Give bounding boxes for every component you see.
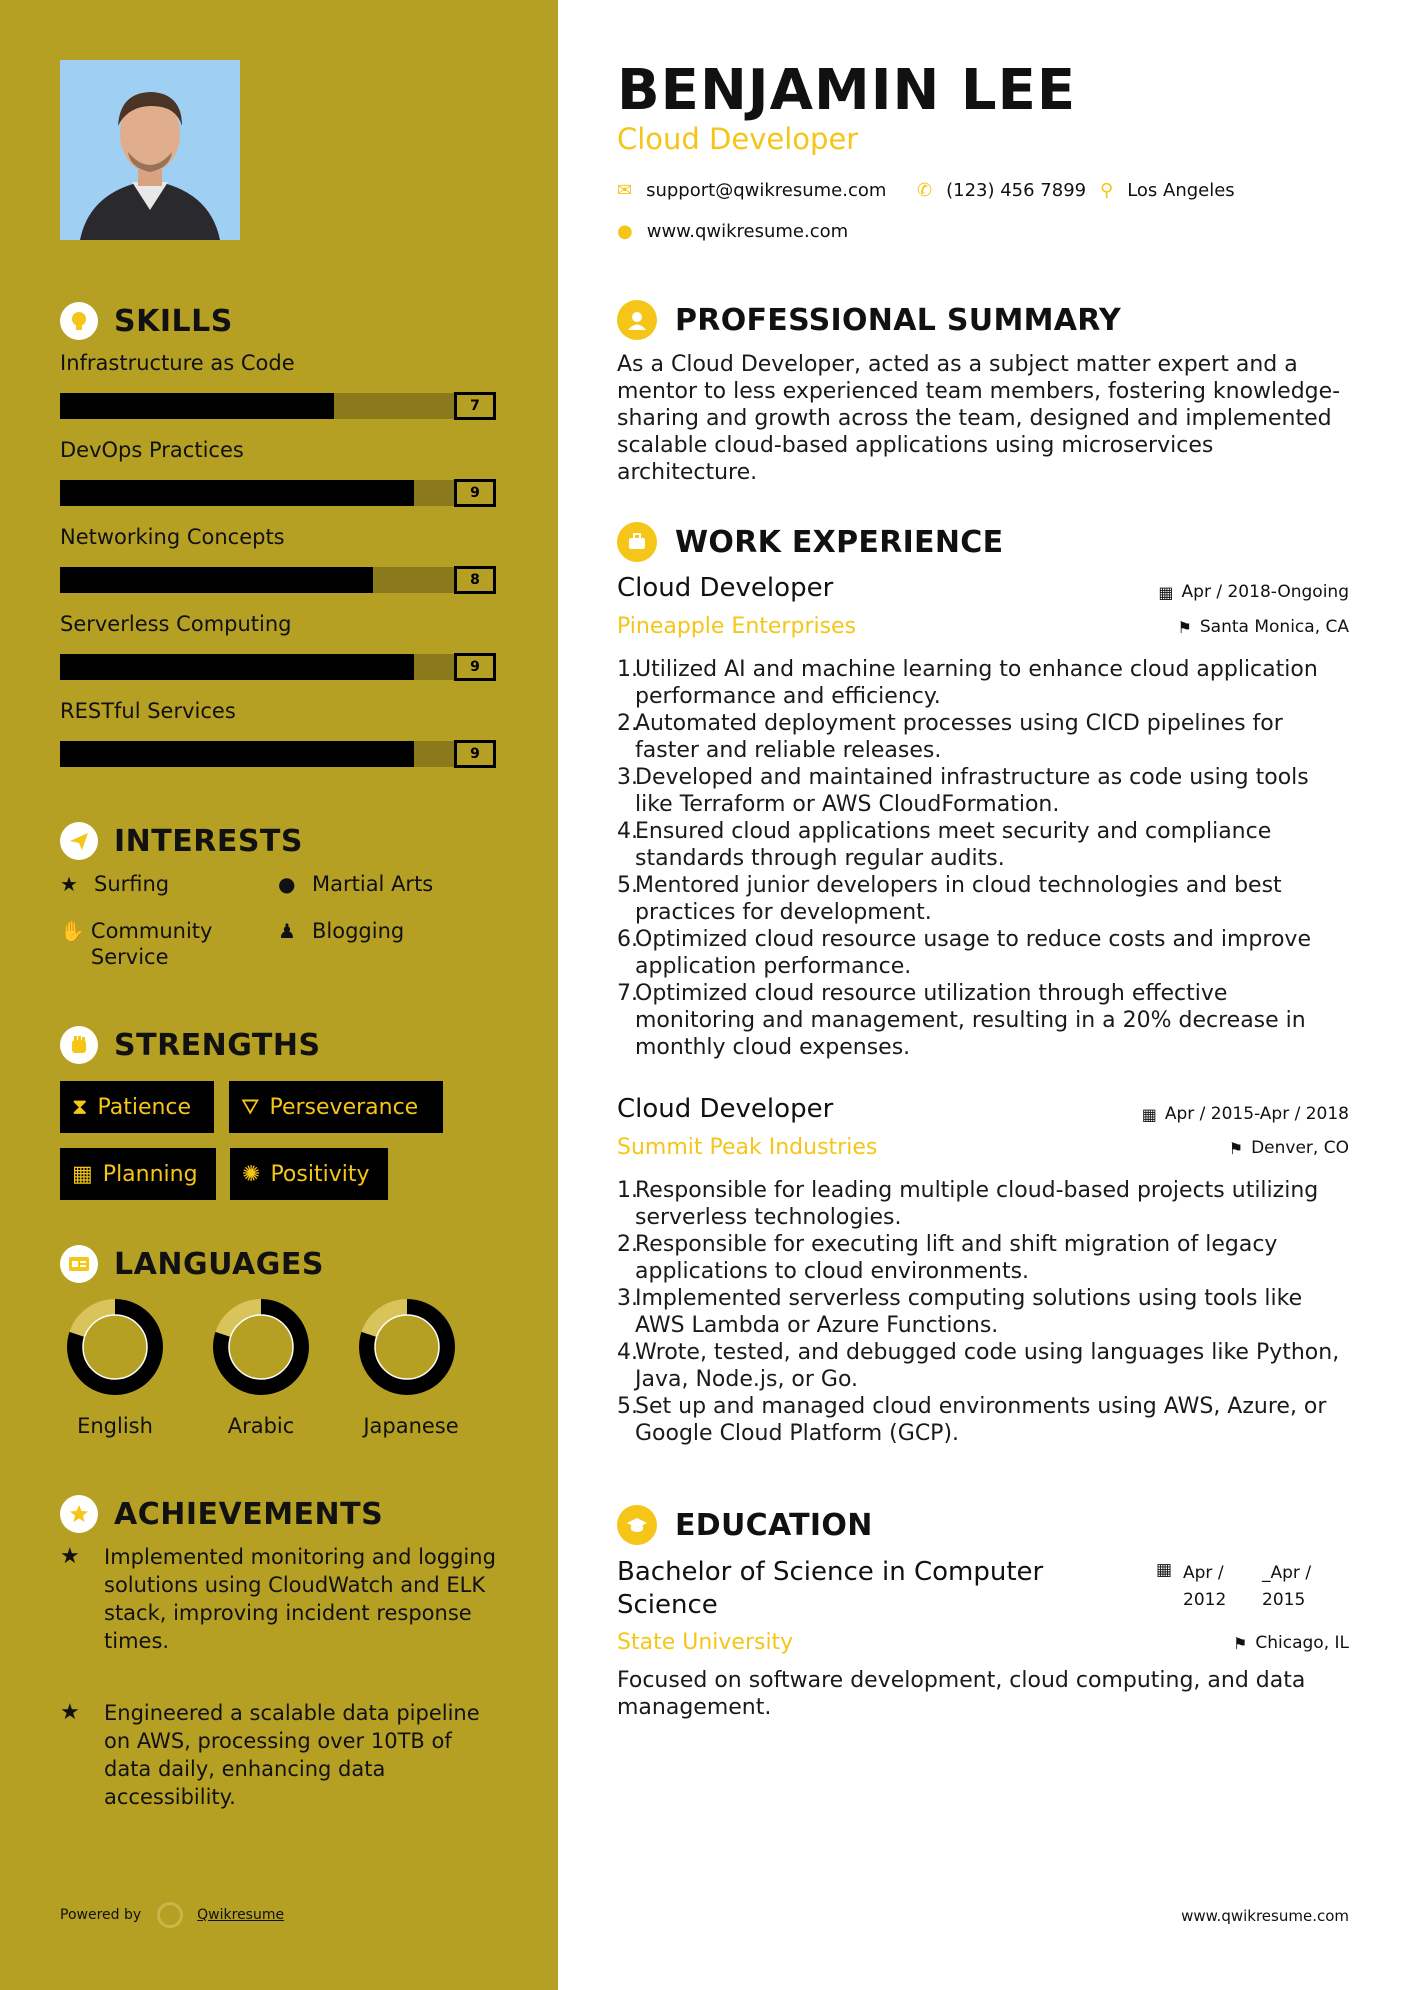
education-end [1262, 1560, 1340, 1614]
job-title: Cloud Developer [617, 573, 834, 603]
graduation-cap-icon [617, 1505, 657, 1545]
skill-bar-fill [60, 480, 414, 506]
globe-icon: ● [278, 872, 296, 896]
person-photo-icon [60, 60, 240, 240]
list-number: 6. [617, 927, 638, 952]
achievements-heading [60, 1495, 383, 1533]
list-number: 5. [617, 873, 638, 898]
globe-icon: ● [617, 221, 633, 242]
achievement-text: Implemented monitoring and logging solutions using CloudWatch and ELK stack, improving incident response times. [104, 1545, 496, 1653]
list-number: 7. [617, 981, 638, 1006]
interest-item [60, 871, 169, 897]
location-text: Los Angeles [1127, 180, 1235, 201]
hourglass-icon: ⧗ [72, 1094, 88, 1120]
users-icon: ♟ [278, 919, 296, 943]
list-item [617, 872, 1347, 926]
skill-label: Serverless Computing [60, 612, 292, 636]
sidebar [0, 0, 558, 1990]
list-text: Optimized cloud resource utilization through effective monitoring and management, resulting in a 20% decrease in monthly cloud expenses. [635, 981, 1306, 1060]
list-item [617, 926, 1347, 980]
strength-label: Patience [97, 1094, 192, 1120]
contact-email[interactable] [617, 180, 886, 201]
candidate-role: Cloud Developer [617, 122, 859, 156]
job-dates [1158, 582, 1349, 602]
powered-by-link[interactable]: Qwikresume [197, 1907, 285, 1923]
list-text: Wrote, tested, and debugged code using languages like Python, Java, Node.js, or Go. [635, 1340, 1340, 1392]
interests-heading [60, 822, 303, 860]
education-heading [617, 1505, 873, 1545]
skill-bar [60, 567, 496, 593]
list-item [617, 710, 1347, 764]
profile-photo [60, 60, 240, 240]
list-item [617, 764, 1347, 818]
skill-bar [60, 741, 496, 767]
paper-plane-icon [60, 822, 98, 860]
list-number: 4. [617, 819, 638, 844]
summary-title: PROFESSIONAL SUMMARY [675, 302, 1122, 338]
summary-heading [617, 300, 1121, 340]
powered-by-label: Powered by [60, 1907, 142, 1923]
experience-title: WORK EXPERIENCE [675, 524, 1004, 560]
fist-icon [60, 1026, 98, 1064]
strength-tag [60, 1081, 214, 1133]
skill-label: Networking Concepts [60, 525, 285, 549]
list-item [617, 1393, 1347, 1447]
skill-bar [60, 480, 496, 506]
envelope-icon: ✉ [617, 180, 633, 201]
job-title: Cloud Developer [617, 1094, 834, 1124]
language-level-ring [357, 1297, 457, 1397]
strengths-title: STRENGTHS [114, 1027, 321, 1063]
skill-level: 9 [454, 653, 496, 681]
pin-icon: ⚑ [1233, 1633, 1248, 1653]
skills-title: SKILLS [114, 303, 233, 339]
calendar-icon: ▦ [1158, 582, 1174, 602]
language-label: Arabic [227, 1414, 295, 1438]
job-responsibilities [617, 1177, 1347, 1447]
list-number: 2. [617, 1232, 638, 1257]
education-calendar-icon: ▦ [1156, 1560, 1173, 1580]
skill-bar-fill [60, 393, 334, 419]
list-text: Automated deployment processes using CICD pipelines for faster and reliable releases. [635, 711, 1283, 763]
website-text: www.qwikresume.com [646, 221, 849, 242]
map-pin-icon: ⚲ [1100, 180, 1114, 201]
list-item [617, 1231, 1347, 1285]
footer-url[interactable]: www.qwikresume.com [1181, 1907, 1349, 1925]
calendar-icon: ▦ [72, 1161, 93, 1187]
phone-text: (123) 456 7899 [946, 180, 1087, 201]
list-item [617, 1285, 1347, 1339]
languages-heading [60, 1245, 324, 1283]
skill-level: 7 [454, 392, 496, 420]
list-number: 1. [617, 657, 638, 682]
education-location-text: Chicago, IL [1255, 1633, 1349, 1653]
skill-bar-fill [60, 567, 373, 593]
interests-title: INTERESTS [114, 823, 303, 859]
star-icon: ★ [60, 872, 78, 896]
list-number: 3. [617, 765, 638, 790]
language-label: Japanese [363, 1414, 459, 1438]
job-dates-text: Apr / 2015-Apr / 2018 [1164, 1104, 1349, 1124]
pin-icon: ⚑ [1228, 1138, 1244, 1158]
list-text: Implemented serverless computing solutions using tools like AWS Lambda or Azure Functions. [635, 1286, 1303, 1338]
interest-label: Martial Arts [312, 872, 434, 896]
list-number: 5. [617, 1394, 638, 1419]
strength-tag [60, 1148, 216, 1200]
list-text: Optimized cloud resource usage to reduce costs and improve application performance. [635, 927, 1311, 979]
list-item [617, 656, 1347, 710]
skill-label: DevOps Practices [60, 438, 244, 462]
list-text: Ensured cloud applications meet security and compliance standards through regular audits. [635, 819, 1272, 871]
list-item [617, 818, 1347, 872]
summary-text: As a Cloud Developer, acted as a subject matter expert and a mentor to less experienced team members, fostering knowledge-sharing and growth across the team, designed and implemented scalable cloud-based applications using microservices architecture. [617, 352, 1341, 485]
strength-label: Perseverance [269, 1094, 419, 1120]
star-icon: ★ [60, 1700, 80, 1725]
skill-bar-fill [60, 741, 414, 767]
strength-tag [229, 1081, 443, 1133]
experience-heading [617, 522, 1003, 562]
education-location [1233, 1633, 1349, 1653]
school-name: State University [617, 1630, 794, 1655]
company-name: Summit Peak Industries [617, 1135, 878, 1160]
list-text: Responsible for leading multiple cloud-based projects utilizing serverless technologies. [635, 1178, 1319, 1230]
job-location-text: Santa Monica, CA [1199, 617, 1349, 637]
job-location [1178, 617, 1349, 637]
skill-label: Infrastructure as Code [60, 351, 295, 375]
achievement-item [60, 1699, 500, 1811]
skill-bar [60, 654, 496, 680]
lightbulb-icon [60, 302, 98, 340]
job-responsibilities [617, 656, 1347, 1061]
skills-heading [60, 302, 233, 340]
job-location-text: Denver, CO [1251, 1138, 1349, 1158]
job-dates-text: Apr / 2018-Ongoing [1181, 582, 1349, 602]
list-number: 3. [617, 1286, 638, 1311]
powered-by [60, 1902, 284, 1928]
education-description: Focused on software development, cloud computing, and data management. [617, 1668, 1306, 1720]
contact-website[interactable] [617, 221, 848, 242]
briefcase-icon [617, 522, 657, 562]
skill-bar-fill [60, 654, 414, 680]
interest-label: Community Service [90, 919, 213, 969]
interest-item [278, 871, 433, 897]
list-item [617, 1339, 1347, 1393]
interest-label: Surfing [94, 872, 170, 896]
education-start: Apr / 2012 [1183, 1563, 1227, 1610]
skill-bar [60, 393, 496, 419]
education-title: EDUCATION [675, 1507, 873, 1543]
language-level-ring [65, 1297, 165, 1397]
achievements-title: ACHIEVEMENTS [114, 1496, 384, 1532]
job-dates [1142, 1104, 1349, 1124]
skill-label: RESTful Services [60, 699, 236, 723]
skill-level: 8 [454, 566, 496, 594]
qwikresume-logo-icon [157, 1902, 183, 1928]
hand-icon: ✋ [60, 919, 85, 943]
job-location [1229, 1138, 1349, 1158]
contact-location [1100, 180, 1235, 201]
language-level-ring [211, 1297, 311, 1397]
language-label: English [77, 1414, 153, 1438]
email-text: support@qwikresume.com [646, 180, 887, 201]
strengths-heading [60, 1026, 321, 1064]
list-text: Utilized AI and machine learning to enhance cloud application performance and efficiency. [635, 657, 1318, 709]
list-number: 2. [617, 711, 638, 736]
list-item [617, 980, 1347, 1061]
pin-icon: ⚑ [1177, 617, 1192, 637]
interest-item [278, 918, 404, 944]
user-icon [617, 300, 657, 340]
degree-title: Bachelor of Science in Computer Science [617, 1557, 1044, 1620]
date-separator: _ [1262, 1563, 1271, 1583]
list-text: Mentored junior developers in cloud technologies and best practices for development. [635, 873, 1282, 925]
phone-icon: ✆ [917, 180, 933, 201]
list-number: 1. [617, 1178, 638, 1203]
star-badge-icon [60, 1495, 98, 1533]
languages-title: LANGUAGES [114, 1246, 324, 1282]
strength-label: Planning [102, 1161, 198, 1187]
strength-label: Positivity [270, 1161, 370, 1187]
list-text: Set up and managed cloud environments using AWS, Azure, or Google Cloud Platform (GCP). [635, 1394, 1327, 1446]
interest-label: Blogging [312, 919, 405, 943]
skill-level: 9 [454, 740, 496, 768]
skill-level: 9 [454, 479, 496, 507]
road-icon: ⛛ [241, 1094, 260, 1120]
list-number: 4. [617, 1340, 638, 1365]
list-item [617, 1177, 1347, 1231]
interest-item [60, 918, 260, 970]
company-name: Pineapple Enterprises [617, 614, 857, 639]
id-card-icon [60, 1245, 98, 1283]
education-end-text: Apr / 2015 [1262, 1563, 1312, 1610]
calendar-icon: ▦ [1141, 1104, 1157, 1124]
strength-tag [230, 1148, 388, 1200]
candidate-name: BENJAMIN LEE [617, 58, 1077, 123]
star-icon: ★ [60, 1544, 80, 1569]
achievement-text: Engineered a scalable data pipeline on AWS, processing over 10TB of data daily, enhancing data accessibility. [104, 1701, 480, 1809]
list-text: Responsible for executing lift and shift migration of legacy applications to cloud environments. [635, 1232, 1278, 1284]
sun-icon: ✺ [242, 1161, 261, 1187]
list-text: Developed and maintained infrastructure as code using tools like Terraform or AWS CloudFormation. [635, 765, 1309, 817]
achievement-item [60, 1543, 500, 1655]
contact-phone[interactable] [917, 180, 1086, 201]
